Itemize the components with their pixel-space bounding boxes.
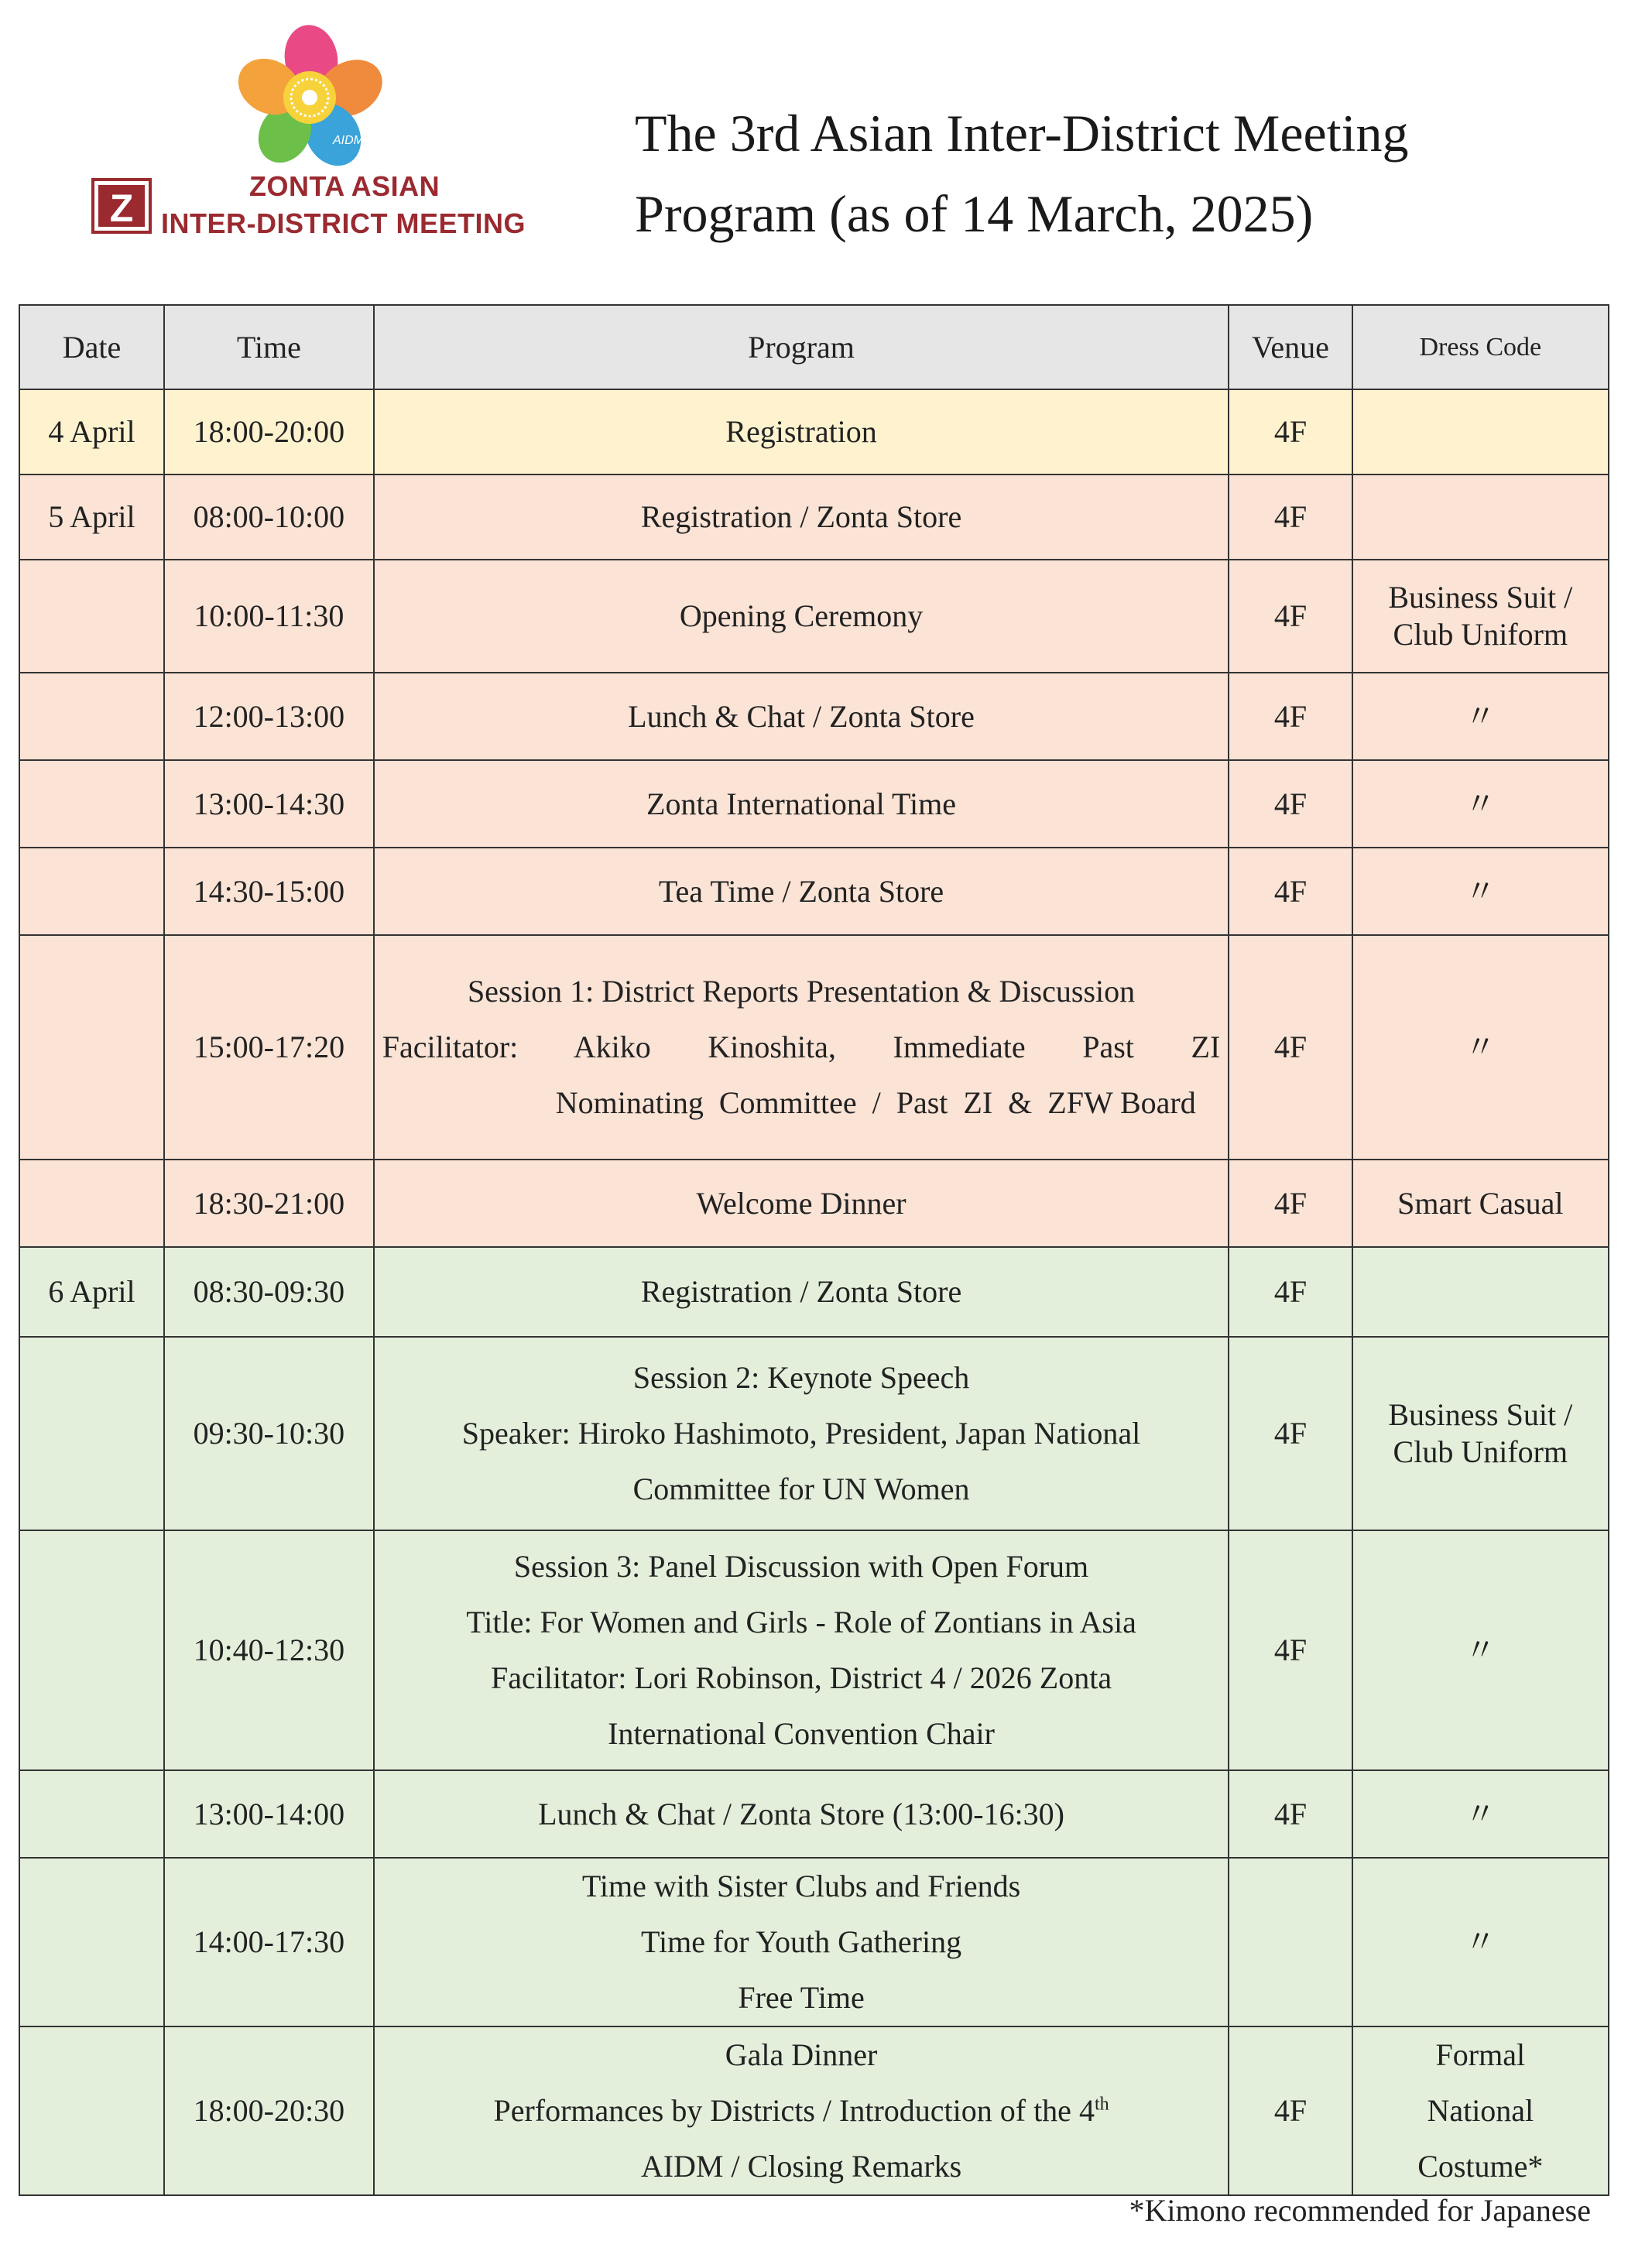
table-row — [19, 1858, 1609, 2026]
dress-code-line: 〃 — [1465, 1030, 1496, 1064]
cell-date: 6 April — [19, 1247, 164, 1337]
cell-date — [19, 1337, 164, 1530]
cell-venue: 4F — [1229, 1337, 1352, 1530]
cell-venue: 4F — [1229, 560, 1352, 673]
program-schedule-table — [19, 304, 1609, 2196]
table-row — [19, 2026, 1609, 2195]
cell-program — [374, 760, 1229, 848]
cell-date — [19, 935, 164, 1160]
facilitator-line: Facilitator: Akiko Kinoshita, Immediate Past ZI — [382, 1030, 1221, 1064]
cell-venue: 4F — [1229, 760, 1352, 848]
program-line: Opening Ceremony — [679, 598, 924, 633]
emblem-letter: Z — [109, 187, 134, 230]
cell-time: 08:30-09:30 — [164, 1247, 374, 1337]
schedule-body — [19, 389, 1609, 2195]
cell-dress-code — [1352, 760, 1609, 848]
program-line: Gala Dinner — [725, 2037, 878, 2072]
cell-date: 5 April — [19, 474, 164, 560]
cell-program — [374, 474, 1229, 560]
program-line: Time for Youth Gathering — [640, 1924, 962, 1959]
cell-dress-code — [1352, 1247, 1609, 1337]
cell-time: 10:40-12:30 — [164, 1530, 374, 1770]
cell-time: 18:00-20:30 — [164, 2026, 374, 2195]
dress-code-line: 〃 — [1465, 1796, 1496, 1831]
cell-dress-code — [1352, 560, 1609, 673]
facilitator-block — [382, 1019, 1221, 1131]
cell-program — [374, 1770, 1229, 1858]
cell-program — [374, 935, 1229, 1160]
table-header-row — [19, 305, 1609, 389]
cell-program — [374, 1530, 1229, 1770]
program-line: Session 3: Panel Discussion with Open Forum — [513, 1549, 1089, 1584]
table-row — [19, 1247, 1609, 1337]
cell-time: 13:00-14:30 — [164, 760, 374, 848]
header-date: Date — [19, 305, 164, 389]
header-dress-code: Dress Code — [1352, 305, 1609, 389]
table-row — [19, 1770, 1609, 1858]
cell-program — [374, 1160, 1229, 1247]
table-row — [19, 935, 1609, 1160]
program-line: Speaker: Hiroko Hashimoto, President, Japan National — [461, 1416, 1141, 1451]
page-title — [635, 93, 1602, 254]
dress-code-line: 〃 — [1465, 873, 1496, 909]
cell-dress-code — [1352, 1770, 1609, 1858]
program-line-text: Performances by Districts / Introduction of the 4 — [493, 2093, 1095, 2128]
dress-code-line: Business Suit / — [1388, 1397, 1573, 1432]
dress-code-line: 〃 — [1465, 698, 1496, 734]
cell-date — [19, 560, 164, 673]
footnote: *Kimono recommended for Japanese — [1129, 2193, 1591, 2228]
cell-dress-code — [1352, 474, 1609, 560]
zonta-aidm-logo — [87, 22, 551, 254]
program-line: Welcome Dinner — [696, 1185, 907, 1221]
program-line: Registration / Zonta Store — [640, 499, 962, 534]
cell-dress-code — [1352, 1337, 1609, 1530]
zonta-emblem-icon — [91, 178, 152, 234]
header-venue: Venue — [1229, 305, 1352, 389]
dress-code-line: 〃 — [1465, 1632, 1496, 1667]
cell-program — [374, 560, 1229, 673]
cell-venue: 4F — [1229, 935, 1352, 1160]
facilitator-continuation: Nominating Committee / Past ZI & ZFW Board — [555, 1085, 1196, 1120]
cell-dress-code — [1352, 848, 1609, 935]
header-program: Program — [374, 305, 1229, 389]
cell-venue: 4F — [1229, 2026, 1352, 2195]
cell-dress-code — [1352, 1530, 1609, 1770]
dress-code-line: Formal — [1435, 2037, 1526, 2072]
cell-date — [19, 1770, 164, 1858]
cell-program — [374, 1858, 1229, 2026]
dress-code-line: Smart Casual — [1397, 1185, 1564, 1221]
cell-venue: 4F — [1229, 474, 1352, 560]
cell-venue: 4F — [1229, 1770, 1352, 1858]
flower-logo-icon — [234, 22, 389, 169]
dress-code-line: 〃 — [1465, 786, 1496, 821]
cell-date — [19, 673, 164, 760]
dress-code-line: Business Suit / — [1388, 580, 1573, 615]
program-line: Time with Sister Clubs and Friends — [581, 1869, 1021, 1903]
cell-date: 4 April — [19, 389, 164, 474]
cell-program — [374, 673, 1229, 760]
ordinal-suffix: th — [1094, 2094, 1109, 2115]
header-time: Time — [164, 305, 374, 389]
cell-venue: 4F — [1229, 1247, 1352, 1337]
table-row — [19, 848, 1609, 935]
cell-time: 14:00-17:30 — [164, 1858, 374, 2026]
dress-code-line: National — [1427, 2093, 1534, 2128]
title-line1: The 3rd Asian Inter-District Meeting — [635, 104, 1409, 163]
program-line: Free Time — [738, 1980, 865, 2015]
table-row — [19, 389, 1609, 474]
cell-date — [19, 2026, 164, 2195]
cell-dress-code — [1352, 389, 1609, 474]
program-line: AIDM / Closing Remarks — [640, 2149, 962, 2184]
cell-time: 15:00-17:20 — [164, 935, 374, 1160]
table-row — [19, 560, 1609, 673]
dress-code-line: Costume* — [1417, 2149, 1544, 2184]
program-line: Zonta International Time — [646, 786, 956, 821]
cell-program — [374, 389, 1229, 474]
aidm-mark: AIDM — [333, 134, 364, 147]
cell-time: 18:00-20:00 — [164, 389, 374, 474]
program-line: Committee for UN Women — [632, 1471, 970, 1506]
program-line: Lunch & Chat / Zonta Store — [628, 698, 975, 734]
cell-venue: 4F — [1229, 848, 1352, 935]
cell-venue: 4F — [1229, 389, 1352, 474]
table-row — [19, 673, 1609, 760]
logo-text-line2: INTER-DISTRICT MEETING — [161, 207, 526, 239]
program-line: Registration / Zonta Store — [640, 1274, 962, 1309]
table-row — [19, 1160, 1609, 1247]
program-line: Title: For Women and Girls - Role of Zontians in Asia — [466, 1605, 1136, 1639]
cell-venue — [1229, 1858, 1352, 2026]
program-line: Registration — [725, 414, 877, 449]
cell-venue: 4F — [1229, 1160, 1352, 1247]
cell-time: 09:30-10:30 — [164, 1337, 374, 1530]
program-line-with-sup — [382, 2083, 1221, 2139]
cell-venue: 4F — [1229, 673, 1352, 760]
program-line: International Convention Chair — [608, 1716, 995, 1751]
dress-code-line: 〃 — [1465, 1924, 1496, 1959]
title-line2: Program (as of 14 March, 2025) — [635, 184, 1314, 243]
table-row — [19, 1530, 1609, 1770]
cell-dress-code — [1352, 935, 1609, 1160]
logo-text-line1: ZONTA ASIAN — [249, 170, 440, 202]
cell-time: 08:00-10:00 — [164, 474, 374, 560]
cell-date — [19, 1530, 164, 1770]
program-line: Session 1: District Reports Presentation & Discussion — [467, 974, 1136, 1009]
program-line: Session 2: Keynote Speech — [632, 1360, 970, 1395]
cell-dress-code — [1352, 1160, 1609, 1247]
cell-dress-code — [1352, 2026, 1609, 2195]
cell-program — [374, 1247, 1229, 1337]
cell-time: 14:30-15:00 — [164, 848, 374, 935]
program-line: Lunch & Chat / Zonta Store (13:00-16:30) — [538, 1796, 1064, 1831]
cell-date — [19, 848, 164, 935]
cell-time: 12:00-13:00 — [164, 673, 374, 760]
dress-code-line: Club Uniform — [1393, 617, 1568, 652]
cell-time: 10:00-11:30 — [164, 560, 374, 673]
table-row — [19, 474, 1609, 560]
cell-venue: 4F — [1229, 1530, 1352, 1770]
cell-dress-code — [1352, 1858, 1609, 2026]
cell-program — [374, 2026, 1229, 2195]
cell-date — [19, 760, 164, 848]
cell-time: 13:00-14:00 — [164, 1770, 374, 1858]
table-row — [19, 760, 1609, 848]
cell-program — [374, 1337, 1229, 1530]
dress-code-line: Club Uniform — [1393, 1434, 1568, 1469]
cell-dress-code — [1352, 673, 1609, 760]
cell-date — [19, 1858, 164, 2026]
cell-time: 18:30-21:00 — [164, 1160, 374, 1247]
table-row — [19, 1337, 1609, 1530]
cell-program — [374, 848, 1229, 935]
program-line: Tea Time / Zonta Store — [658, 873, 944, 909]
cell-date — [19, 1160, 164, 1247]
program-line: Facilitator: Lori Robinson, District 4 / 2026 Zonta — [490, 1660, 1112, 1695]
